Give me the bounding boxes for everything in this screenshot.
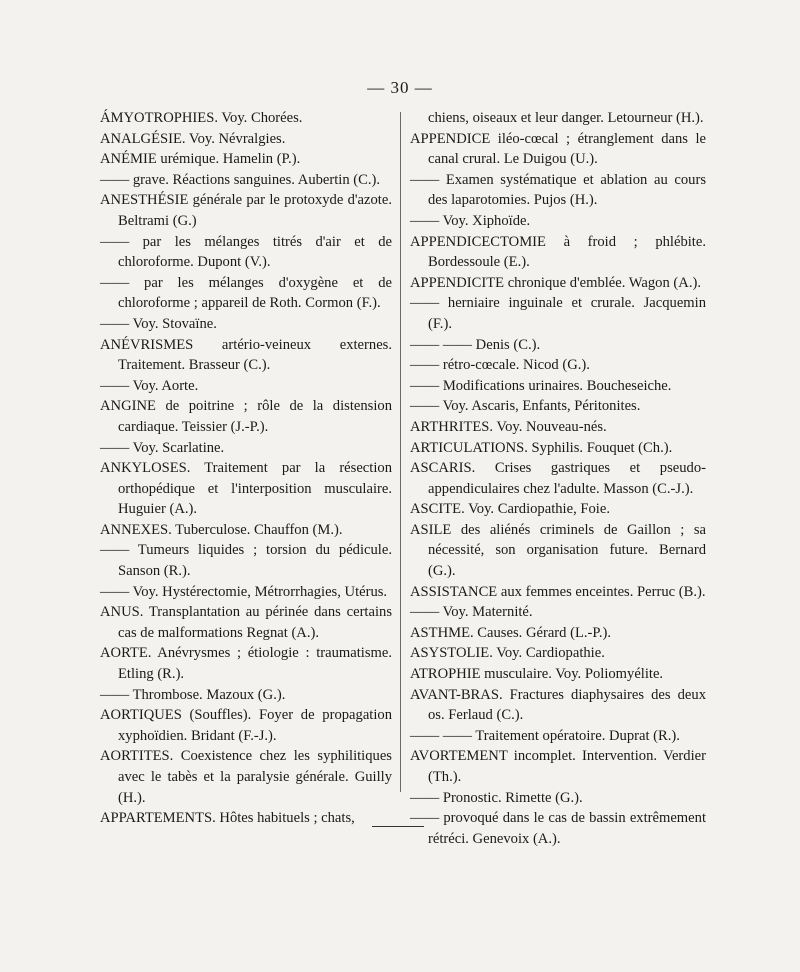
index-entry: AORTE. Anévrysmes ; étiologie : traumatisme. Etling (R.). xyxy=(100,645,392,683)
index-entry: APPARTEMENTS. Hôtes habituels ; chats, xyxy=(100,810,355,827)
index-entry: ASSISTANCE aux femmes enceintes. Perruc (B.). xyxy=(410,583,706,600)
index-entry: —— Voy. Xiphoïde. xyxy=(410,212,531,229)
index-entry: ÁMYOTROPHIES. Voy. Chorées. xyxy=(100,110,303,126)
index-entry: —— rétro-cœcale. Nicod (G.). xyxy=(410,357,590,374)
index-entry: —— Voy. Hystérectomie, Métrorrhagies, Utérus. xyxy=(100,583,388,600)
index-entry: AORTIQUES (Souffles). Foyer de propagation xyphoïdien. Bridant (F.-J.). xyxy=(100,707,392,744)
index-entry: —— Thrombose. Mazoux (G.). xyxy=(100,686,286,703)
column-divider xyxy=(400,112,401,792)
index-entry: ANNEXES. Tuberculose. Chauffon (M.). xyxy=(100,521,343,538)
index-entry: APPENDICITE chronique d'emblée. Wagon (A.). xyxy=(410,274,701,291)
index-entry: AORTITES. Coexistence chez les syphilitiques avec le tabès et la paralysie générale. Guilly (H.). xyxy=(100,748,392,806)
index-entry: —— Examen systématique et ablation au cours des laparotomies. Pujos (H.). xyxy=(410,171,706,209)
index-entry: —— grave. Réactions sanguines. Aubertin (C.). xyxy=(100,171,381,188)
index-entry: —— par les mélanges titrés d'air et de chloroforme. Dupont (V.). xyxy=(100,233,392,271)
index-entry: ATROPHIE musculaire. Voy. Poliomyélite. xyxy=(410,666,664,683)
index-entry: —— provoqué dans le cas de bassin extrêmement rétréci. Genevoix (A.). xyxy=(410,810,706,847)
index-entry: ANÉVRISMES artério-veineux externes. Traitement. Brasseur (C.). xyxy=(100,336,392,374)
index-entry: —— Pronostic. Rimette (G.). xyxy=(410,789,583,806)
closing-rule xyxy=(372,826,424,827)
index-entry: chiens, oiseaux et leur danger. Letourneur (H.). xyxy=(428,110,704,126)
index-entry: —— —— Traitement opératoire. Duprat (R.). xyxy=(410,727,680,744)
index-column-right xyxy=(410,108,706,849)
index-entry: ANALGÉSIE. Voy. Névralgies. xyxy=(100,130,286,147)
index-entry: ANUS. Transplantation au périnée dans certains cas de malformations Regnat (A.). xyxy=(100,604,392,641)
index-entry: —— Voy. Aorte. xyxy=(100,377,199,394)
index-entry: —— Modifications urinaires. Boucheseiche. xyxy=(410,377,672,394)
index-entry: —— herniaire inguinale et crurale. Jacquemin (F.). xyxy=(410,295,706,332)
index-entry: ASILE des aliénés criminels de Gaillon ; sa nécessité, son organisation future. Bernard (G.). xyxy=(410,521,706,580)
index-entry: ANGINE de poitrine ; rôle de la distension cardiaque. Teissier (J.-P.). xyxy=(100,398,392,435)
index-entry: ARTICULATIONS. Syphilis. Fouquet (Ch.). xyxy=(410,439,673,456)
index-entry: ANESTHÉSIE générale par le protoxyde d'azote. Beltrami (G.) xyxy=(100,192,392,229)
index-entry: —— —— Denis (C.). xyxy=(410,336,541,353)
index-entry: —— Voy. Ascaris, Enfants, Péritonites. xyxy=(410,398,641,415)
index-entry: APPENDICE iléo-cœcal ; étranglement dans le canal crural. Le Duigou (U.). xyxy=(410,130,706,168)
index-entry: ARTHRITES. Voy. Nouveau-nés. xyxy=(410,418,607,435)
page-number: — 30 — xyxy=(367,78,433,97)
index-entry: ASYSTOLIE. Voy. Cardiopathie. xyxy=(410,645,605,662)
index-entry: —— Tumeurs liquides ; torsion du pédicule. Sanson (R.). xyxy=(100,542,392,580)
index-column-left xyxy=(100,108,392,829)
index-entry: —— Voy. Scarlatine. xyxy=(100,439,225,456)
index-entry: —— Voy. Maternité. xyxy=(410,604,533,621)
index-entry: ANÉMIE urémique. Hamelin (P.). xyxy=(100,151,301,168)
index-entry: —— Voy. Stovaïne. xyxy=(100,315,217,332)
index-entry: —— par les mélanges d'oxygène et de chloroforme ; appareil de Roth. Cormon (F.). xyxy=(100,274,392,312)
index-entry: ASCARIS. Crises gastriques et pseudo-appendiculaires chez l'adulte. Masson (C.-J.). xyxy=(410,460,706,497)
index-entry: ASTHME. Causes. Gérard (L.-P.). xyxy=(410,624,612,641)
index-entry: ANKYLOSES. Traitement par la résection orthopédique et l'interposition musculaire. Huguier (A.). xyxy=(100,460,392,518)
index-entry: ASCITE. Voy. Cardiopathie, Foie. xyxy=(410,501,610,518)
index-entry: AVORTEMENT incomplet. Intervention. Verdier (Th.). xyxy=(410,748,706,785)
index-entry: APPENDICECTOMIE à froid ; phlébite. Bordessoule (E.). xyxy=(410,233,706,271)
index-entry: AVANT-BRAS. Fractures diaphysaires des deux os. Ferlaud (C.). xyxy=(410,686,706,724)
